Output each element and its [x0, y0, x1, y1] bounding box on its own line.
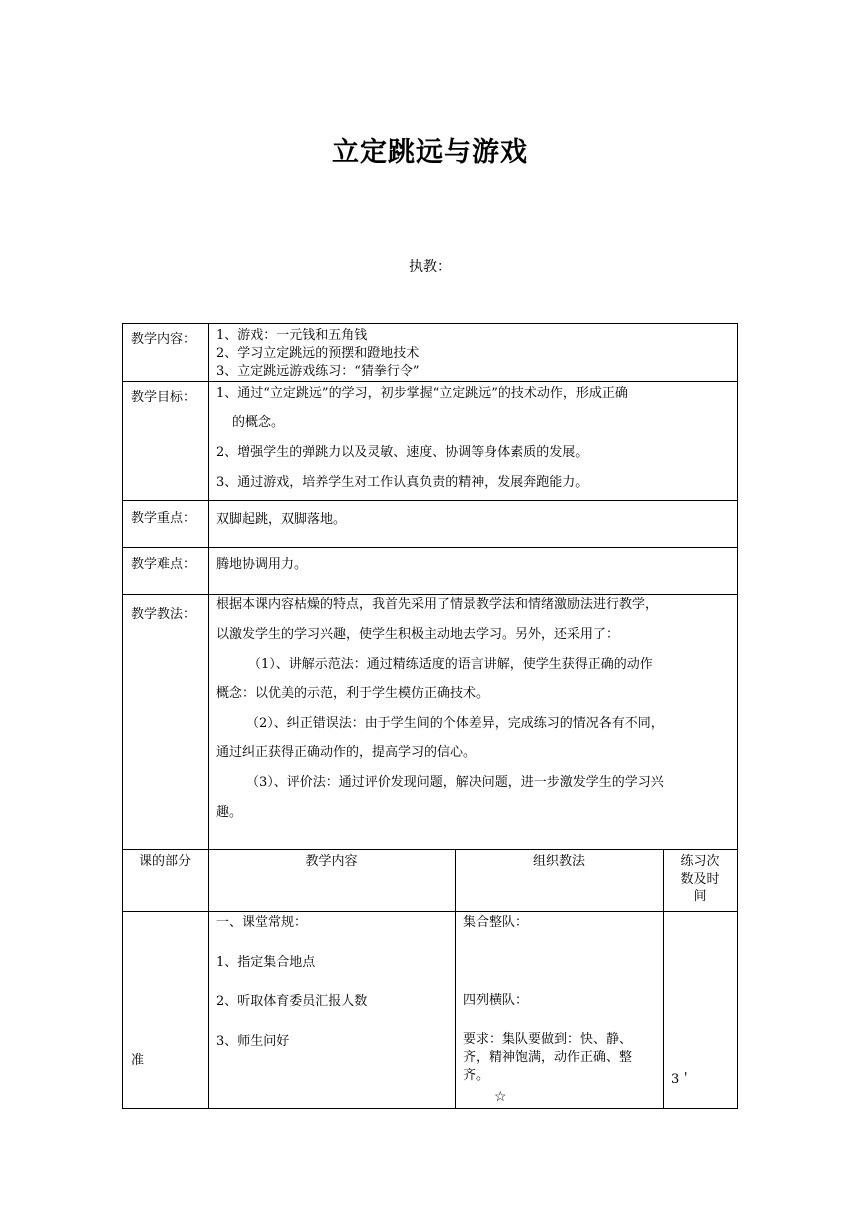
content-line: 2、学习立定跳远的预摆和蹬地技术 [216, 346, 420, 361]
goals-line: 3、通过游戏，培养学生对工作认真负责的精神，发展奔跑能力。 [216, 475, 589, 490]
key-point-label: 教学重点： [131, 511, 197, 526]
column-header-time-line: 间 [693, 889, 707, 905]
table-divider [122, 500, 738, 501]
goals-label: 教学目标： [131, 390, 197, 405]
row-content-line: 一、课堂常规： [216, 915, 308, 930]
goals-line: 1、通过“立定跳远”的学习，初步掌握“立定跳远”的技术动作，形成正确 [216, 386, 628, 401]
document-title: 立定跳远与游戏 [332, 137, 528, 168]
organization-requirement: 要求：集队要做到：快、静、 [463, 1032, 633, 1047]
methods-line: （2）、纠正错误法：由于学生间的个体差异，完成练习的情况各有不同， [246, 716, 664, 731]
table-divider [122, 547, 738, 548]
methods-line: （1）、讲解示范法：通过精练适度的语言讲解，使学生获得正确的动作 [248, 657, 653, 672]
organization-requirement: 齐，精神饱满，动作正确、整 [463, 1050, 633, 1065]
difficulty-text: 腾地协调用力。 [216, 557, 308, 572]
methods-line: 概念：以优美的示范，利于学生模仿正确技术。 [216, 686, 490, 701]
column-header-time-line: 数及时 [680, 871, 720, 887]
table-column-divider [208, 323, 209, 1109]
table-divider [122, 911, 738, 912]
table-border-right [737, 323, 738, 1109]
row-content-line: 3、师生问好 [216, 1034, 290, 1049]
methods-line: 根据本课内容枯燥的特点，我首先采用了情景教学法和情绪激励法进行教学， [216, 597, 659, 612]
formation-symbol: ☆ [494, 1089, 507, 1105]
column-header-content: 教学内容 [305, 854, 358, 869]
methods-line: 以激发学生的学习兴趣，使学生积极主动地去学习。另外，还采用了： [216, 627, 620, 642]
table-divider [122, 594, 738, 595]
methods-line: 趣。 [216, 805, 243, 820]
content-line: 3、立定跳远游戏练习：“猜拳行令” [216, 364, 420, 379]
difficulty-label: 教学难点： [131, 557, 197, 572]
goals-line: 2、增强学生的弹跳力以及灵敏、速度、协调等身体素质的发展。 [216, 445, 589, 460]
column-header-time-line: 练习次 [680, 854, 720, 869]
row-time: 3＇ [671, 1072, 693, 1087]
table-border-top [122, 323, 738, 324]
row-part: 准 [131, 1053, 145, 1068]
methods-line: （3）、评价法：通过评价发现问题，解决问题，进一步激发学生的学习兴 [246, 775, 664, 790]
goals-line: 的概念。 [232, 415, 285, 430]
content-line: 1、游戏：一元钱和五角钱 [216, 328, 368, 343]
teacher-label: 执教： [409, 259, 451, 275]
column-header-organization: 组织教法 [532, 854, 585, 869]
methods-label: 教学教法： [131, 607, 197, 622]
table-border-left [122, 323, 123, 1109]
column-header-part: 课的部分 [138, 854, 191, 869]
table-divider [122, 849, 738, 850]
key-point-text: 双脚起跳，双脚落地。 [216, 512, 347, 527]
organization-requirement: 齐。 [463, 1068, 490, 1083]
organization-title: 集合整队： [463, 915, 529, 930]
methods-line: 通过纠正获得正确动作的，提高学习的信心。 [216, 745, 477, 760]
column-header-time [663, 853, 737, 906]
row-content-line: 2、听取体育委员汇报人数 [216, 994, 368, 1009]
table-column-divider [455, 849, 456, 1109]
content-label: 教学内容： [131, 332, 197, 347]
organization-formation: 四列横队： [463, 993, 529, 1008]
table-border-bottom [122, 1108, 738, 1109]
row-content-line: 1、指定集合地点 [216, 955, 316, 970]
table-divider [122, 381, 738, 382]
